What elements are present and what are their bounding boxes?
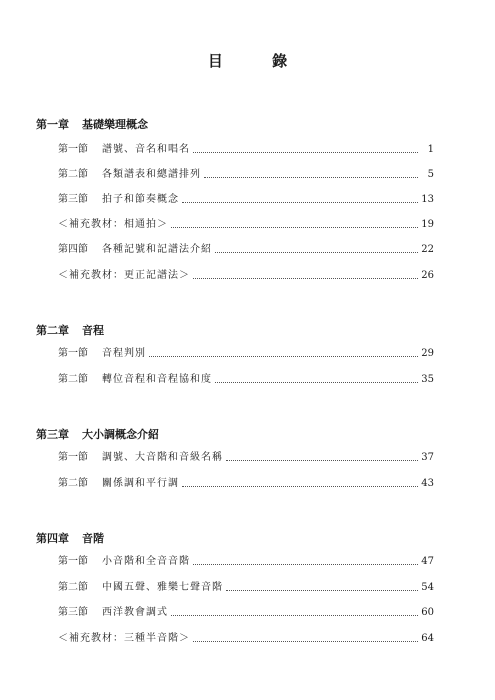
entry-title: ＜補充教材：更正記譜法＞ <box>58 270 190 281</box>
dot-leader <box>193 152 418 153</box>
dot-leader <box>171 227 418 228</box>
dot-leader <box>182 486 418 487</box>
toc-entry[interactable] <box>58 218 434 232</box>
page-number: 22 <box>421 244 434 255</box>
toc-entry[interactable] <box>58 193 434 207</box>
section-number: 第二節 <box>58 478 88 489</box>
page-number: 29 <box>421 348 434 359</box>
chapter-title: 大小調概念介紹 <box>82 428 159 441</box>
page-number: 60 <box>421 607 434 618</box>
dot-leader <box>182 202 418 203</box>
toc-entry[interactable] <box>58 581 434 595</box>
chapter-number: 第二章 <box>36 324 69 337</box>
entry-title: ＜補充教材：相通拍＞ <box>58 219 168 230</box>
dot-leader <box>215 382 418 383</box>
dot-leader <box>204 177 418 178</box>
section-number: 第三節 <box>58 607 88 618</box>
entry-title: 小音階和全音音階 <box>102 556 190 567</box>
toc-entry[interactable] <box>58 555 434 569</box>
entry-title: 音程判別 <box>102 348 146 359</box>
chapter-heading <box>36 530 104 546</box>
chapter-heading <box>36 426 159 442</box>
entry-title: 西洋教會調式 <box>102 607 168 618</box>
chapter-number: 第四章 <box>36 532 69 545</box>
section-number: 第二節 <box>58 169 88 180</box>
dot-leader <box>193 641 418 642</box>
entry-title: 中國五聲、雅樂七聲音階 <box>102 582 223 593</box>
page-number: 54 <box>421 582 434 593</box>
toc-entry[interactable] <box>58 632 434 646</box>
section-number: 第二節 <box>58 374 88 385</box>
chapter-heading <box>36 322 104 338</box>
dot-leader <box>215 252 418 253</box>
dot-leader <box>171 615 418 616</box>
chapter-number: 第一章 <box>36 118 69 131</box>
page-number: 43 <box>421 478 434 489</box>
section-number: 第一節 <box>58 556 88 567</box>
chapter-heading <box>36 116 148 132</box>
toc-entry[interactable] <box>58 243 434 257</box>
entry-title: 拍子和節奏概念 <box>102 194 179 205</box>
entry-title: 各類譜表和總譜排列 <box>102 169 201 180</box>
entry-title: 轉位音程和音程協和度 <box>102 374 212 385</box>
chapter-title: 音程 <box>82 324 104 337</box>
chapter-number: 第三章 <box>36 428 69 441</box>
section-number: 第一節 <box>58 452 88 463</box>
dot-leader <box>226 590 418 591</box>
page-number: 5 <box>427 169 434 180</box>
dot-leader <box>149 356 418 357</box>
page-number: 64 <box>421 633 434 644</box>
entry-title: 關係調和平行調 <box>102 478 179 489</box>
entry-title: 調號、大音階和音級名稱 <box>102 452 223 463</box>
dot-leader <box>193 278 418 279</box>
entry-title: ＜補充教材：三種半音階＞ <box>58 633 190 644</box>
section-number: 第三節 <box>58 194 88 205</box>
page-number: 19 <box>421 219 434 230</box>
page-number: 1 <box>427 144 434 155</box>
toc-entry[interactable] <box>58 451 434 465</box>
section-number: 第二節 <box>58 582 88 593</box>
page-number: 47 <box>421 556 434 567</box>
page-title: 目 錄 <box>207 52 310 70</box>
section-number: 第四節 <box>58 244 88 255</box>
toc-entry[interactable] <box>58 168 434 182</box>
page-number: 26 <box>421 270 434 281</box>
toc-entry[interactable] <box>58 373 434 387</box>
section-number: 第一節 <box>58 348 88 359</box>
entry-title: 各種記號和記譜法介紹 <box>102 244 212 255</box>
toc-entry[interactable] <box>58 143 434 157</box>
entry-title: 譜號、音名和唱名 <box>102 144 190 155</box>
dot-leader <box>193 564 418 565</box>
toc-entry[interactable] <box>58 477 434 491</box>
toc-entry[interactable] <box>58 606 434 620</box>
page-number: 35 <box>421 374 434 385</box>
page-number: 37 <box>421 452 434 463</box>
section-number: 第一節 <box>58 144 88 155</box>
chapter-title: 音階 <box>82 532 104 545</box>
chapter-title: 基礎樂理概念 <box>82 118 148 131</box>
page-number: 13 <box>421 194 434 205</box>
dot-leader <box>226 460 418 461</box>
toc-entry[interactable] <box>58 347 434 361</box>
toc-entry[interactable] <box>58 269 434 283</box>
